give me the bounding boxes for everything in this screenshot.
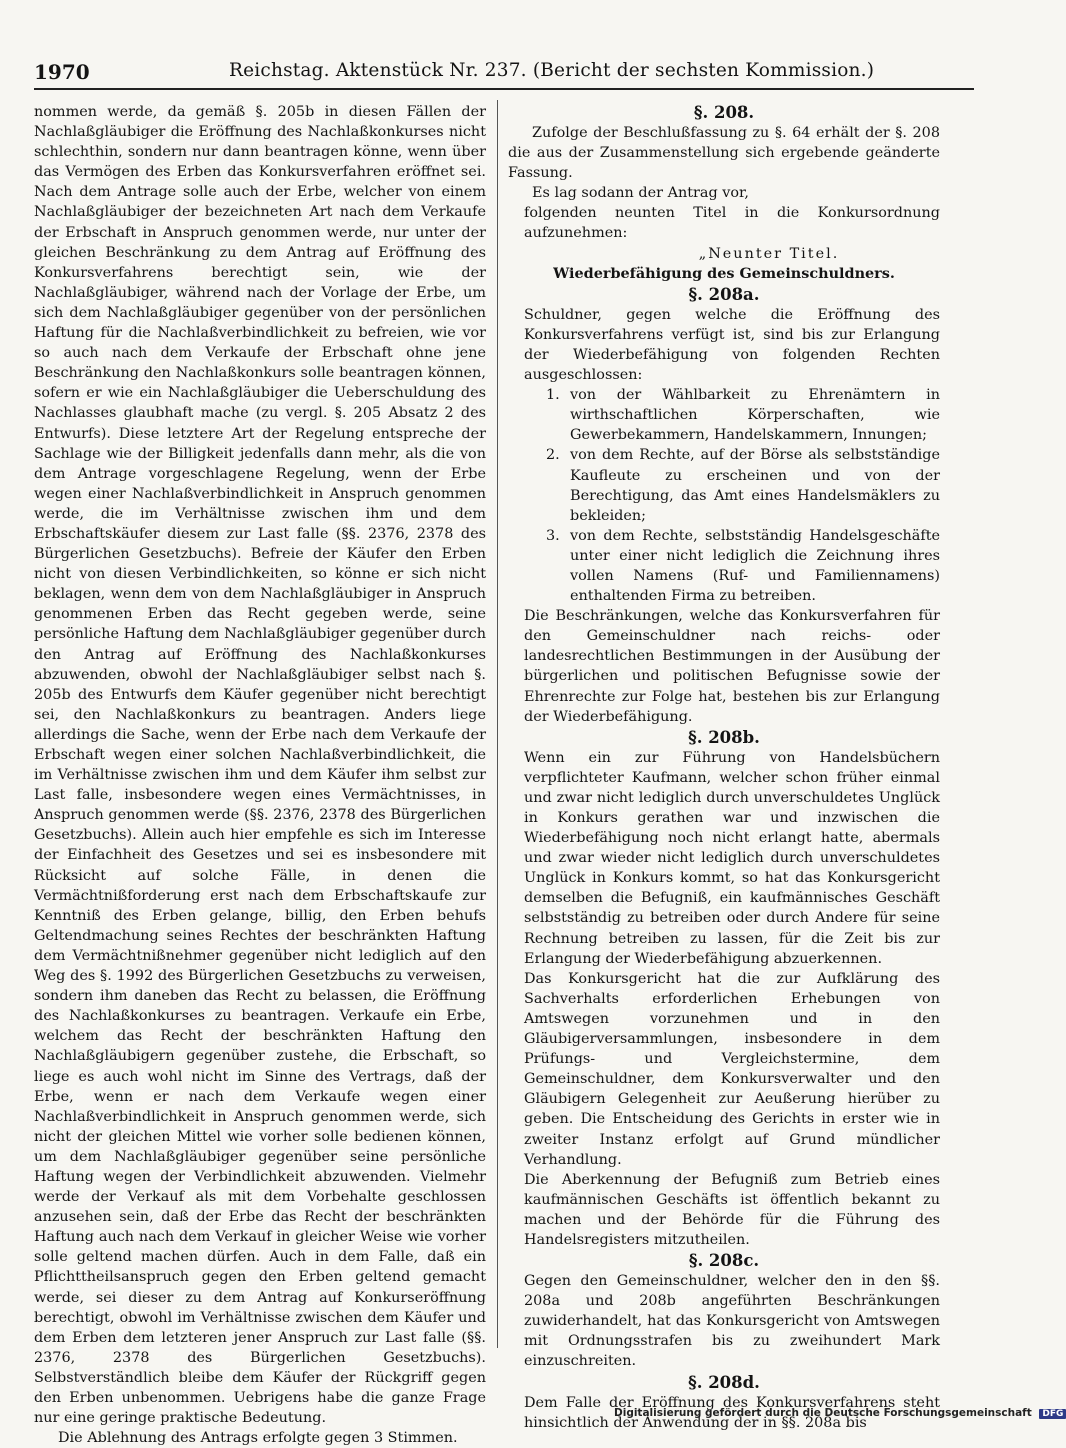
column-divider: [497, 100, 498, 1348]
ninth-title: „Neunter Titel.: [698, 245, 840, 262]
section-208-heading: §. 208.: [693, 103, 755, 122]
list-number: 3.: [546, 527, 560, 544]
section-208c-heading: §. 208c.: [688, 1251, 760, 1271]
right-column: [508, 102, 940, 1433]
page-header: [34, 58, 974, 92]
section-208b-paragraph: Das Konkursgericht hat die zur Aufklärung des Sachverhalts erforderlichen Erhebungen von Amtswegen vorzunehmen und in den Gläubigerversammlungen, insbesondere in dem Prüfungs- und Vergleichstermine, dem Gemeinschuldner, dem Konkursverwalter und den Gläubigern Gelegenheit zur Aeußerung hierüber zu geben. Die Entscheidung des Gerichts in erster wie in zweiter Instanz erfolgt auf Grund mündlicher Verhandlung.: [524, 970, 940, 1168]
list-text: von dem Rechte, selbstständig Handelsgeschäfte unter einer nicht lediglich die Zeichnung ihres vollen Namens (Ruf- und Familiennamens) enthaltenden Firma zu betreiben.: [570, 527, 940, 605]
section-208b-heading: §. 208b.: [688, 727, 760, 747]
section-208d-text: Dem Falle der Eröffnung des Konkursverfahrens steht hinsichtlich der Anwendung der in §§. 208a bis: [524, 1394, 940, 1431]
header-rule: [34, 88, 974, 90]
digitization-credit: [614, 1407, 1066, 1419]
section-208a-heading: §. 208a.: [688, 284, 760, 304]
motion-intro: Es lag sodann der Antrag vor,: [532, 185, 749, 202]
list-item: [508, 445, 940, 525]
vote-result: Die Ablehnung des Antrags erfolgte gegen 3 Stimmen.: [58, 1430, 458, 1447]
section-208b-paragraph: Wenn ein zur Führung von Handelsbüchern verpflichteter Kaufmann, welcher schon früher einmal und zwar nicht lediglich durch unverschuldetes Unglück in Konkurs gerathen war und inzwischen die Wiederbefähigung noch nicht erlangt hatte, abermals und zwar wieder nicht lediglich durch unverschuldetes Unglück in Konkurs kommt, so hat das Konkursgericht demselben die Befugniß, ein kaufmännisches Geschäft selbstständig zu betreiben oder durch Andere für seine Rechnung betreiben zu lassen, für die Zeit bis zur Erlangung der Wiederbefähigung abzuerkennen.: [524, 749, 940, 967]
title-subheading: Wiederbefähigung des Gemeinschuldners.: [553, 264, 895, 282]
running-title: Reichstag. Aktenstück Nr. 237. (Bericht der sechsten Kommission.): [229, 60, 875, 81]
section-208a-closing: Die Beschränkungen, welche das Konkursverfahren für den Gemeinschuldner nach reichs- oder landesrechtlichen Bestimmungen in der Ausübung der bürgerlichen und politischen Befugnisse sowie der Ehrenrechte zur Folge hat, bestehen bis zur Erlangung der Wiederbefähigung.: [524, 608, 940, 725]
list-number: 1.: [546, 387, 560, 404]
section-208b-paragraph: Die Aberkennung der Befugniß zum Betrieb eines kaufmännischen Geschäfts ist öffentlich bekannt zu machen und der Behörde für die Führung des Handelsregisters mitzutheilen.: [524, 1171, 940, 1248]
list-item: [508, 385, 940, 445]
credit-text: Digitalisierung gefördert durch die Deutsche Forschungsgemeinschaft: [614, 1407, 1032, 1419]
dfg-logo: DFG: [1039, 1409, 1066, 1419]
list-text: von der Wählbarkeit zu Ehrenämtern in wirthschaftlichen Körperschaften, wie Gewerbekammern, Handelskammern, Innungen;: [570, 387, 940, 444]
left-paragraph: nommen werde, da gemäß §. 205b in diesen Fällen der Nachlaßgläubiger die Eröffnung des Nachlaßkonkurses nicht schlechthin, sondern nur dann beantragen könne, wenn über das Vermögen des Erben das Konkursverfahren eröffnet sei. Nach dem Antrage solle auch der Erbe, welcher von einem Nachlaßgläubiger der bezeichneten Art nach dem Verkaufe der Erbschaft in Anspruch genommen werde, nur unter der gleichen Beschränkung zu dem Antrag auf Eröffnung des Konkursverfahrens berechtigt sein, wie der Nachlaßgläubiger, während nach der Vorlage der Erbe, um sich dem Nachlaßgläubiger gegenüber von der persönlichen Haftung für die Nachlaßverbindlichkeit zu befreien, wie vor so auch nach dem Verkaufe der Erbschaft ohne jene Beschränkung den Nachlaßkonkurs solle beantragen können, sofern er wie ein Nachlaßgläubiger die Ueberschuldung des Nachlasses glaubhaft mache (zu vergl. §. 205 Absatz 2 des Entwurfs). Diese letztere Art der Regelung entspreche der Sachlage wie der Billigkeit jedenfalls dann mehr, als die von dem Antrage vorgeschlagene Regelung, wenn der Erbe wegen einer Nachlaßverbindlichkeit in Anspruch genommen werde, die im Verhältnisse zwischen ihm und dem Erbschaftskäufer diesem zur Last falle (§§. 2376, 2378 des Bürgerlichen Gesetzbuchs). Befreie der Käufer den Erben nicht von diesen Verbindlichkeiten, so könne er sich nicht beklagen, wenn dem von dem Nachlaßgläubiger in Anspruch genommenen Erben das Recht gegeben werde, seine persönliche Haftung dem Nachlaßgläubiger gegenüber durch den Antrag auf Eröffnung des Nachlaßkonkurses abzuwenden, obwohl der Nachlaßgläubiger selbst nach §. 205b des Entwurfs dem Käufer gegenüber nicht berechtigt sei, den Nachlaßkonkurs zu beantragen. Anders liege allerdings die Sache, wenn der Erbe nach dem Verkaufe der Erbschaft wegen einer solchen Nachlaßverbindlichkeit, die im Verhältnisse zwischen ihm und dem Käufer ihm selbst zur Last falle, insbesondere wegen eines Vermächtnisses, in Anspruch genommen werde (§§. 2376, 2378 des Bürgerlichen Gesetzbuchs). Allein auch hier empfehle es sich im Interesse der Einfachheit des Gesetzes und sei es insbesondere mit Rücksicht auf solche Fälle, in denen die Vermächtnißforderung erst nach dem Erbschaftskaufe zur Kenntniß des Erben gelange, billig, den Erben behufs Geltendmachung seines Rechtes der beschränkten Haftung dem Vermächtnißnehmer gegenüber nicht lediglich auf den Weg des §. 1992 des Bürgerlichen Gesetzbuchs zu verweisen, sondern ihm daneben das Recht zu belassen, die Eröffnung des Nachlaßkonkurses zu beantragen. Verkaufe ein Erbe, welchem das Recht der beschränkten Haftung den Nachlaßgläubigern gegenüber zustehe, die Erbschaft, so liege es auch wohl nicht im Sinne des Vertrags, daß der Erbe, wenn er nach dem Verkaufe wegen einer Nachlaßverbindlichkeit in Anspruch genommen werde, sich nicht der gleichen Mittel wie vorher solle bedienen können, um dem Nachlaßgläubiger gegenüber seine persönliche Haftung wegen der Verbindlichkeit abzuwenden. Vielmehr werde der Verkauf als mit dem Vorbehalte geschlossen anzusehen sein, daß der Erbe das Recht der beschränkten Haftung auch nach dem Verkauf in gleicher Weise wie vorher solle geltend machen dürfen. Auch in dem Falle, daß ein Pflichttheilsanspruch gegen den Erben geltend gemacht werde, sei dieser zu dem Antrag auf Konkurseröffnung berechtigt, obwohl im Verhältnisse zwischen dem Käufer und dem Erben dem letzteren jener Anspruch zur Last falle (§§. 2376, 2378 des Bürgerlichen Gesetzbuchs). Selbstverständlich bleibe dem Käufer der Rückgriff gegen den Erben unbenommen. Uebrigens habe die ganze Frage nur eine geringe praktische Bedeutung.: [34, 104, 486, 1427]
list-item: [508, 526, 940, 606]
section-208a-intro: Schuldner, gegen welche die Eröffnung des Konkursverfahrens verfügt ist, sind bis zur Erlangung der Wiederbefähigung von folgenden Rechten ausgeschlossen:: [524, 306, 940, 384]
motion-text: folgenden neunten Titel in die Konkursordnung aufzunehmen:: [524, 205, 940, 242]
list-number: 2.: [546, 447, 560, 464]
page-number: 1970: [34, 60, 90, 84]
section-208c-text: Gegen den Gemeinschuldner, welcher den in den §§. 208a und 208b angeführten Beschränkungen zuwiderhandelt, hat das Konkursgericht von Amtswegen mit Ordnungsstrafen bis zu zweihundert Mark einzuschreiten.: [524, 1273, 940, 1370]
section-208d-heading: §. 208d.: [688, 1372, 760, 1392]
list-text: von dem Rechte, auf der Börse als selbstständige Kaufleute zu erscheinen und von der Berechtigung, das Amt eines Handelsmäklers zu bekleiden;: [570, 447, 940, 524]
left-column: [34, 102, 486, 1448]
section-208-text: Zufolge der Beschlußfassung zu §. 64 erhält der §. 208 die aus der Zusammenstellung sich ergebende geänderte Fassung.: [508, 125, 940, 182]
